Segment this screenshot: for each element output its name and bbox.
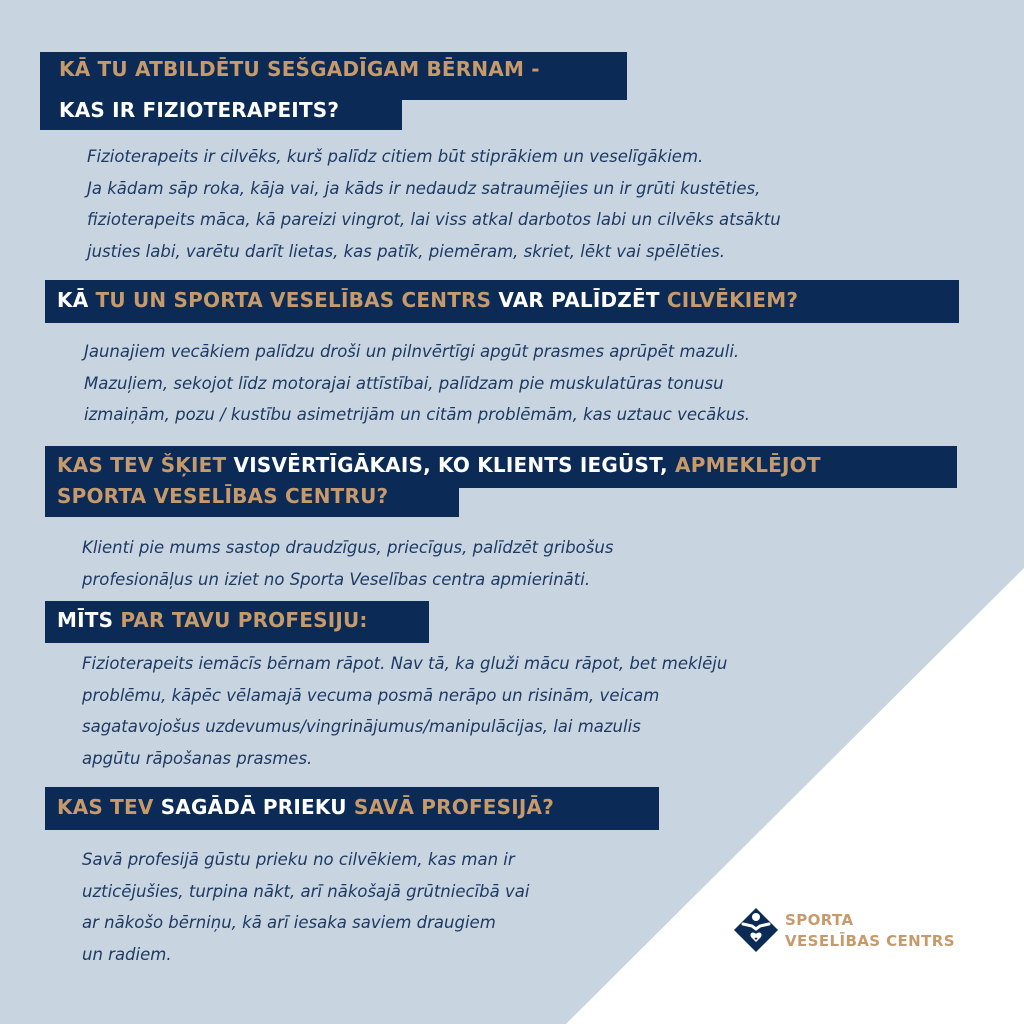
- body-line: uzticējušies, turpina nākt, arī nākošajā grūtniecībā vai: [82, 881, 530, 901]
- body-line: sagatavojošus uzdevumus/vingrinājumus/manipulācijas, lai mazulis: [82, 717, 641, 736]
- heading-part: KAS TEV: [57, 795, 161, 819]
- body-line: Savā profesijā gūstu prieku no cilvēkiem, kas man ir: [82, 850, 515, 869]
- body-line: justies labi, varētu darīt lietas, kas patīk, piemēram, skriet, lēkt vai spēlēties.: [87, 241, 725, 261]
- heading-part: PAR TAVU PROFESIJU:: [120, 608, 368, 632]
- body-line: fizioterapeits māca, kā pareizi vingrot, lai viss atkal darbotos labi un cilvēks atsāktu: [87, 210, 781, 229]
- heading-part: TU UN SPORTA VESELĪBAS CENTRS: [95, 288, 499, 312]
- heading-part: SAGĀDĀ PRIEKU: [160, 795, 354, 819]
- section-3-body: [82, 532, 613, 595]
- heading-part: VAR PALĪDZĒT: [498, 288, 667, 312]
- body-line: ar nākošo bērniņu, kā arī iesaka saviem draugiem: [82, 913, 496, 932]
- heading-part: APMEKLĒJOT: [675, 453, 821, 477]
- section-4-heading: [45, 601, 429, 643]
- heading-part: CILVĒKIEM?: [666, 288, 799, 312]
- heading-part: MĪTS: [57, 608, 121, 632]
- heading-line: KAS IR FIZIOTERAPEITS?: [59, 98, 340, 122]
- body-line: un radiem.: [82, 944, 172, 964]
- heading-line: KĀ TU ATBILDĒTU SEŠGADĪGAM BĒRNAM -: [59, 57, 540, 81]
- section-3-heading-line-2: [45, 483, 459, 517]
- body-line: Ja kādam sāp roka, kāja vai, ja kāds ir nedaudz satraumējies un ir grūti kustēties,: [87, 178, 761, 198]
- heading-part: KĀ: [57, 288, 96, 312]
- person-heart-diamond-icon: [733, 907, 779, 953]
- logo-text-line-1: SPORTA: [785, 911, 854, 929]
- heading-part: SPORTA VESELĪBAS CENTRU?: [57, 484, 389, 508]
- section-2-heading: [45, 280, 959, 323]
- heading-part: VISVĒRTĪGĀKAIS, KO KLIENTS IEGŪST,: [233, 453, 676, 477]
- section-1-body: [87, 141, 781, 267]
- body-line: Jaunajiem vecākiem palīdzu droši un pilnvērtīgi apgūt prasmes aprūpēt mazuli.: [84, 342, 740, 361]
- body-line: profesionāļus un iziet no Sporta Veselības centra apmierināti.: [82, 569, 591, 589]
- body-line: Mazuļiem, sekojot līdz motorajai attīstībai, palīdzam pie muskulatūras tonusu: [84, 373, 724, 393]
- section-5-body: [82, 844, 529, 970]
- brand-logo: [733, 905, 993, 961]
- body-line: izmaiņām, pozu / kustību asimetrijām un citām problēmām, kas uztauc vecākus.: [84, 405, 751, 424]
- body-line: problēmu, kāpēc vēlamajā vecuma posmā nerāpo un risinām, veicam: [82, 685, 660, 705]
- section-4-body: [82, 648, 727, 774]
- body-line: Fizioterapeits iemācīs bērnam rāpot. Nav tā, ka gluži mācu rāpot, bet meklēju: [82, 654, 728, 673]
- logo-text-line-2: VESELĪBAS CENTRS: [785, 932, 955, 950]
- section-2-body: [84, 336, 750, 431]
- section-3-heading: [45, 446, 957, 488]
- section-1-heading-line-2: [40, 96, 402, 130]
- heading-part: SAVĀ PROFESIJĀ?: [353, 795, 555, 819]
- section-1-heading: [40, 52, 627, 100]
- body-line: Klienti pie mums sastop draudzīgus, priecīgus, palīdzēt gribošus: [82, 538, 614, 557]
- section-5-heading: [45, 787, 659, 830]
- heading-part: KAS TEV ŠĶIET: [57, 453, 234, 477]
- body-line: Fizioterapeits ir cilvēks, kurš palīdz citiem būt stiprākiem un veselīgākiem.: [87, 147, 704, 166]
- body-line: apgūtu rāpošanas prasmes.: [82, 748, 313, 768]
